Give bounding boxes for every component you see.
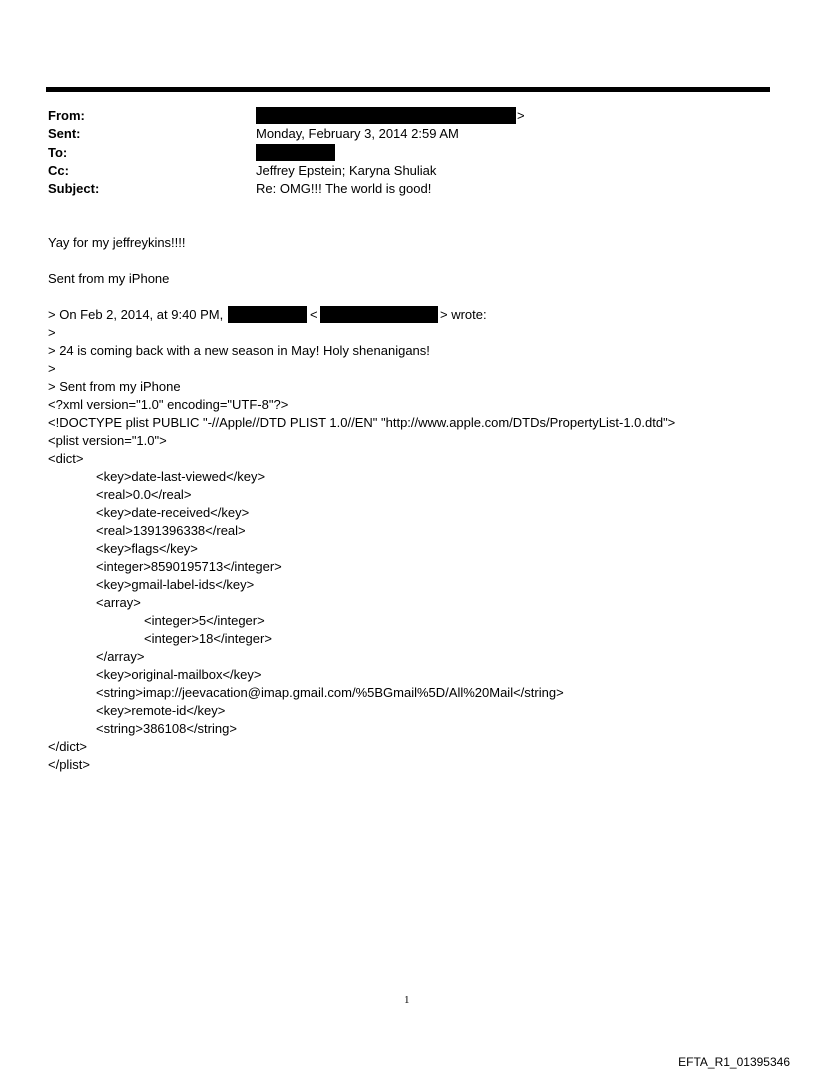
from-label: From: — [48, 108, 85, 123]
plist-line: <real>1391396338</real> — [96, 523, 246, 538]
cc-value: Jeffrey Epstein; Karyna Shuliak — [256, 163, 437, 178]
plist-line: <key>flags</key> — [96, 541, 198, 556]
plist-line: </plist> — [48, 757, 90, 772]
quote-line: > — [48, 325, 56, 340]
plist-line: <key>date-received</key> — [96, 505, 250, 520]
plist-line: <!DOCTYPE plist PUBLIC "-//Apple//DTD PLIST 1.0//EN" "http://www.apple.com/DTDs/PropertyList-1.0.dtd"> — [48, 415, 676, 430]
plist-line: <integer>8590195713</integer> — [96, 559, 282, 574]
header-rule — [46, 87, 770, 92]
quote-header-end: > wrote: — [440, 307, 487, 322]
from-value-tail: > — [517, 108, 525, 123]
quote-line: > 24 is coming back with a new season in May! Holy shenanigans! — [48, 343, 430, 358]
plist-line: <real>0.0</real> — [96, 487, 192, 502]
body-line: Yay for my jeffreykins!!!! — [48, 235, 186, 250]
plist-line: <integer>5</integer> — [144, 613, 265, 628]
plist-line: <key>gmail-label-ids</key> — [96, 577, 255, 592]
redacted-from — [256, 107, 516, 124]
subject-value: Re: OMG!!! The world is good! — [256, 181, 432, 196]
to-label: To: — [48, 145, 68, 160]
plist-line: <string>imap://jeevacation@imap.gmail.com/%5BGmail%5D/All%20Mail</string> — [96, 685, 564, 700]
subject-label: Subject: — [48, 181, 100, 196]
quote-header-start: > On Feb 2, 2014, at 9:40 PM, — [48, 307, 224, 322]
plist-line: <?xml version="1.0" encoding="UTF-8"?> — [48, 397, 289, 412]
plist-line: <dict> — [48, 451, 84, 466]
plist-line: <array> — [96, 595, 141, 610]
plist-line: <plist version="1.0"> — [48, 433, 167, 448]
quote-lt: < — [310, 307, 318, 322]
bates-number: EFTA_R1_01395346 — [678, 1055, 790, 1069]
signature-line: Sent from my iPhone — [48, 271, 170, 286]
sent-value: Monday, February 3, 2014 2:59 AM — [256, 126, 459, 141]
page-number: 1 — [404, 994, 410, 1006]
redacted-sender-email — [320, 306, 438, 323]
plist-line: <key>original-mailbox</key> — [96, 667, 262, 682]
cc-label: Cc: — [48, 163, 69, 178]
plist-line: <key>remote-id</key> — [96, 703, 226, 718]
quote-line: > Sent from my iPhone — [48, 379, 181, 394]
plist-line: </array> — [96, 649, 145, 664]
quote-line: > — [48, 361, 56, 376]
redacted-to — [256, 144, 335, 161]
plist-line: <string>386108</string> — [96, 721, 237, 736]
plist-line: </dict> — [48, 739, 88, 754]
sent-label: Sent: — [48, 126, 81, 141]
plist-line: <integer>18</integer> — [144, 631, 272, 646]
plist-line: <key>date-last-viewed</key> — [96, 469, 266, 484]
redacted-sender-name — [228, 306, 307, 323]
